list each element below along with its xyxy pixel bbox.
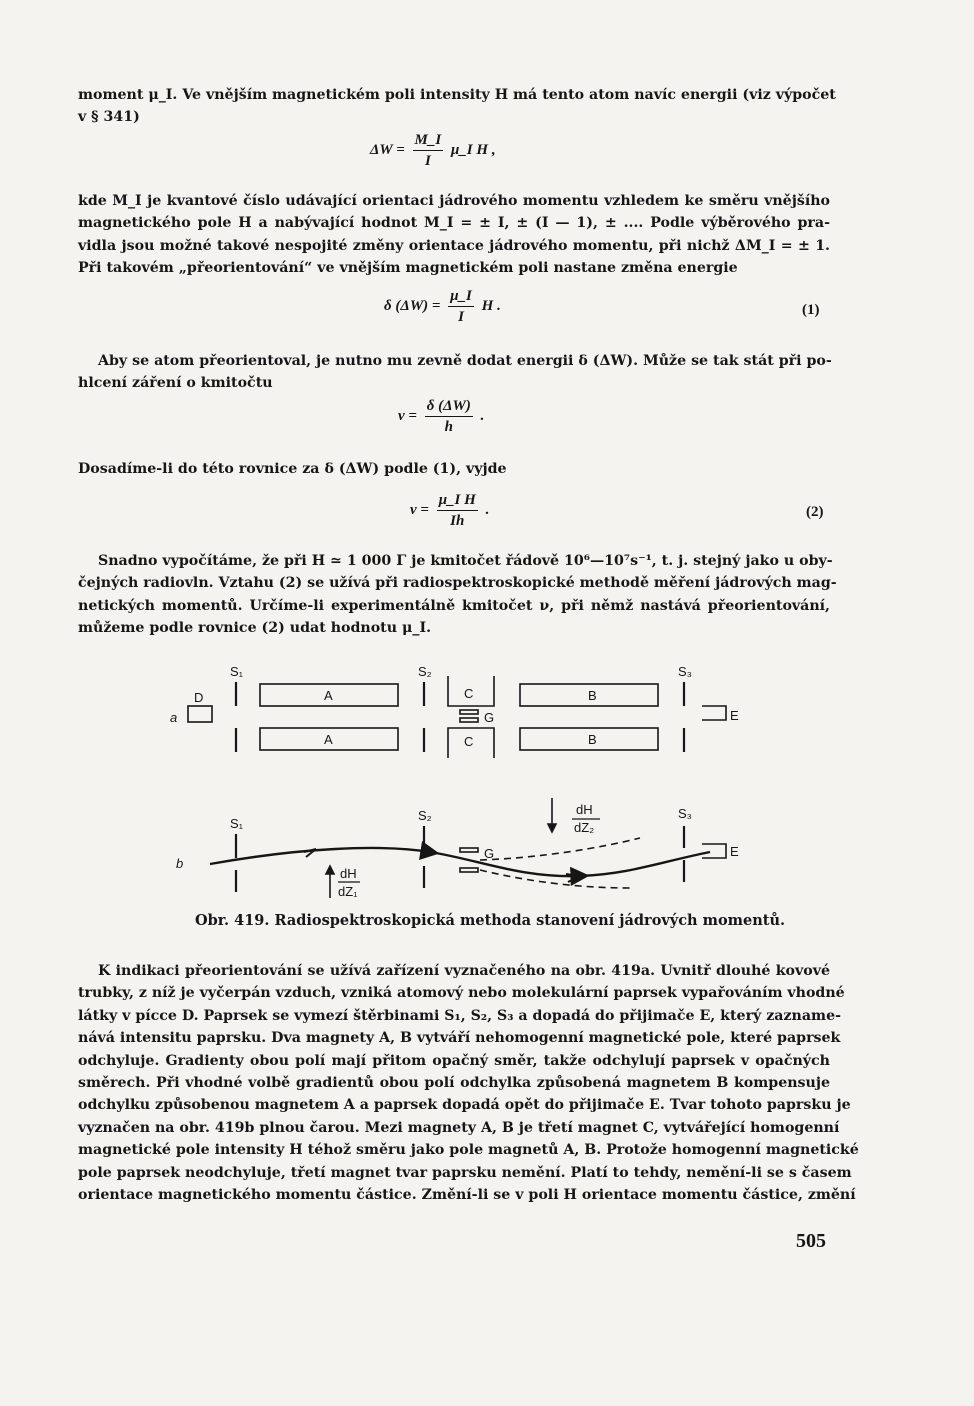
text-line: látky v pícce D. Paprsek se vymezí štěrbinami S₁, S₂, S₃ a dopadá do přijimače E, který zazname- xyxy=(78,1007,841,1024)
label-magnet-c-top: C xyxy=(464,686,474,701)
fraction xyxy=(437,490,478,531)
panel-a-label: a xyxy=(170,710,178,725)
paragraph-5 xyxy=(78,550,837,640)
fraction-denominator: I xyxy=(458,309,464,325)
text-line: magnetické pole intensity H téhož směru jako pole magnetů A, B. Protože homogenní magnetické xyxy=(78,1142,859,1159)
fraction-numerator: δ (ΔW) xyxy=(425,396,473,417)
text-line: Dosadíme-li do této rovnice za δ (ΔW) podle (1), vyjde xyxy=(78,461,507,477)
gradient-2-numerator: dH xyxy=(576,802,593,817)
figure-caption: Obr. 419. Radiospektroskopická methoda stanovení jádrových momentů. xyxy=(194,912,786,929)
oven-d xyxy=(188,706,212,722)
text-line: nává intensitu paprsku. Dva magnety A, B vytváří nehomogenní magnetické pole, které paprsek xyxy=(78,1030,841,1047)
text-line: orientace magnetického momentu částice. Změní-li se v poli H orientace momentu částice, změní xyxy=(78,1187,856,1204)
equation-number: (2) xyxy=(806,504,824,520)
text-line: trubky, z níž je vyčerpán vzduch, vzniká atomový nebo molekulární paprsek vypařováním vhodné xyxy=(78,985,845,1002)
equation-lhs: δ (ΔW) = xyxy=(384,297,441,314)
beam-arrow-2 xyxy=(566,874,580,882)
equation-delta-w xyxy=(370,130,496,171)
equation-2 xyxy=(410,490,489,531)
fraction xyxy=(413,130,444,171)
equation-lhs: ν = xyxy=(410,501,429,518)
label-s3-b: S₃ xyxy=(678,806,692,821)
fraction xyxy=(448,286,474,327)
label-magnet-b-top: B xyxy=(588,688,597,703)
paragraph-6 xyxy=(78,960,859,1206)
label-magnet-a-bottom: A xyxy=(324,732,333,747)
text-line: Aby se atom přeorientoval, je nutno mu zevně dodat energii δ (ΔW). Může se tak stát při po- xyxy=(98,353,832,369)
fraction-denominator: I xyxy=(424,153,431,169)
equation-number: (1) xyxy=(802,302,820,318)
label-magnet-b-bottom: B xyxy=(588,732,597,747)
paragraph-3 xyxy=(78,350,830,395)
text-line: K indikaci přeorientování se užívá zařízení vyznačeného na obr. 419a. Uvnitř dlouhé kovové xyxy=(98,963,830,979)
fraction-denominator: h xyxy=(444,419,453,435)
figure-419 xyxy=(0,662,974,902)
text-line: Snadno vypočítáme, že při H ≃ 1 000 Γ je kmitočet řádově 10⁶—10⁷s⁻¹, t. j. stejný jako u oby- xyxy=(98,553,833,569)
equation-rhs: H . xyxy=(481,297,501,314)
equation-rhs: μ_I H , xyxy=(450,141,496,158)
equation-lhs: ν = xyxy=(398,407,417,424)
label-s1-b: S₁ xyxy=(230,816,244,831)
label-d: D xyxy=(194,690,204,705)
beam-dashed-upper xyxy=(480,838,640,860)
gradient-1-denominator: dZ₁ xyxy=(338,884,358,899)
text-line: můžeme podle rovnice (2) udat hodnotu μ_I. xyxy=(78,620,432,637)
text-line: netických momentů. Určíme-li experimentálně kmitočet ν, při němž nastává přeorientování, xyxy=(78,597,830,614)
label-g-b: G xyxy=(484,846,495,861)
text-line: směrech. Při vhodné volbě gradientů obou polí odchylka způsobená magnetem B kompensuje xyxy=(78,1075,830,1092)
text-line: odchyluje. Gradienty obou polí mají přitom opačný směr, takže odchylují paprsek v opačných xyxy=(78,1052,830,1069)
label-e: E xyxy=(730,708,739,723)
label-s2: S₂ xyxy=(418,664,432,679)
label-e-b: E xyxy=(730,844,739,859)
receiver-e-b xyxy=(702,844,726,858)
text-line: hlcení záření o kmitočtu xyxy=(78,375,273,392)
label-g: G xyxy=(484,710,495,725)
gradient-2-denominator: dZ₂ xyxy=(574,820,595,835)
paragraph-4 xyxy=(78,458,830,480)
gradient-1-numerator: dH xyxy=(340,866,357,881)
text-line: pole paprsek neodchyluje, třetí magnet tvar paprsku nemění. Platí to tehdy, nemění-li se s časem xyxy=(78,1164,852,1181)
text-line: v § 341) xyxy=(78,109,140,126)
equation-lhs: ΔW = xyxy=(370,141,405,158)
label-magnet-c-bottom: C xyxy=(464,734,474,749)
equation-1 xyxy=(384,286,501,327)
label-s1: S₁ xyxy=(230,664,244,679)
text-line: odchylku způsobenou magnetem A a paprsek dopadá opět do přijimače E. Tvar tohoto paprsku je xyxy=(78,1097,851,1114)
fraction-numerator: μ_I xyxy=(448,286,474,307)
paragraph-1 xyxy=(78,84,836,129)
coil-g-lower-b xyxy=(460,868,478,872)
text-line: Při takovém „přeorientování“ ve vnějším magnetickém poli nastane změna energie xyxy=(78,260,738,277)
page-number: 505 xyxy=(796,1230,826,1252)
equation-rhs: . xyxy=(480,407,485,424)
gradient-1-arrowhead xyxy=(326,866,334,874)
text-line: kde M_I je kvantové číslo udávající orientaci jádrového momentu vzhledem ke směru vnějšího xyxy=(78,193,830,209)
coil-g-upper xyxy=(460,710,478,714)
paragraph-2 xyxy=(78,190,830,280)
coil-g-lower xyxy=(460,718,478,722)
label-s3: S₃ xyxy=(678,664,692,679)
fraction-denominator: Ih xyxy=(450,513,465,529)
panel-b-label: b xyxy=(176,856,184,871)
label-s2-b: S₂ xyxy=(418,808,432,823)
gradient-2-arrowhead xyxy=(548,824,556,832)
label-magnet-a-top: A xyxy=(324,688,333,703)
text-line: čejných radiovln. Vztahu (2) se užívá při radiospektroskopické methodě měření jádrových mag- xyxy=(78,575,837,592)
text-line: vyznačen na obr. 419b plnou čarou. Mezi magnety A, B je třetí magnet C, vytvářející homogenní xyxy=(78,1119,840,1136)
equation-frequency xyxy=(398,396,484,437)
equation-rhs: . xyxy=(485,501,490,518)
receiver-e xyxy=(702,706,726,720)
coil-g-upper-b xyxy=(460,848,478,852)
fraction xyxy=(425,396,473,437)
text-line: vidla jsou možné takové nespojité změny orientace jádrového momentu, při nichž ΔM_I = ± 1. xyxy=(78,237,830,254)
fraction-numerator: μ_I H xyxy=(437,490,478,511)
text-line: magnetického pole H a nabývající hodnot M_I = ± I, ± (I — 1), ± .... Podle výběrového pra- xyxy=(78,215,830,232)
fraction-numerator: M_I xyxy=(413,130,444,151)
text-line: moment μ_I. Ve vnějším magnetickém poli intensity H má tento atom navíc energii (viz výpočet xyxy=(78,87,836,103)
